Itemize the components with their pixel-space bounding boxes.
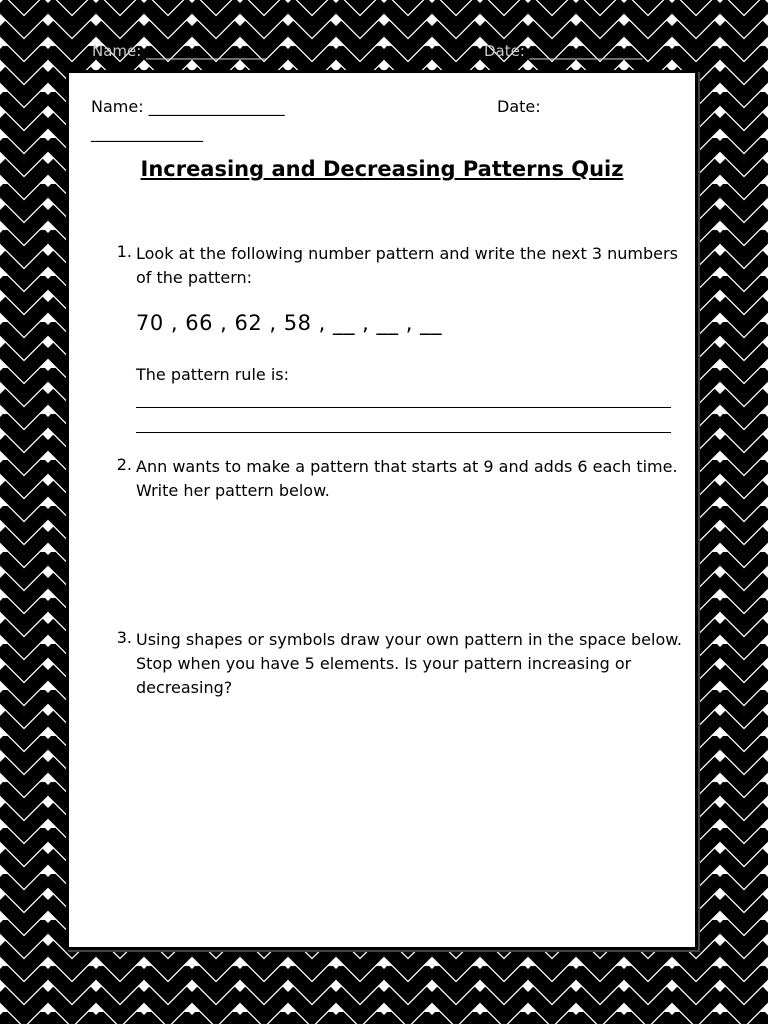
quiz-sheet (66, 70, 698, 950)
quiz-title: Increasing and Decreasing Patterns Quiz (140, 157, 624, 181)
answer-line[interactable] (136, 432, 671, 433)
question-1-rule-label: The pattern rule is: (136, 365, 289, 384)
faint-name-label: Name: ________________ (92, 42, 267, 60)
date-blank-line: ______________ (91, 123, 203, 142)
question-3-text: Using shapes or symbols draw your own pattern in the space below. Stop when you have 5 elements. Is your pattern increasing or decreasing? (136, 630, 682, 697)
faint-date-label: Date: _______________ (484, 42, 643, 60)
date-field-label: Date: (497, 97, 541, 116)
answer-line[interactable] (136, 407, 671, 408)
faint-background-header (0, 38, 768, 64)
question-1-number-sequence: 70 , 66 , 62 , 58 , __ , __ , __ (136, 311, 443, 335)
question-3-number: 3. (116, 628, 132, 647)
question-1-text: Look at the following number pattern and write the next 3 numbers of the pattern: (136, 244, 678, 287)
question-1-number: 1. (116, 242, 132, 261)
question-2-number: 2. (116, 455, 132, 474)
question-2-text: Ann wants to make a pattern that starts at 9 and adds 6 each time. Write her pattern below. (136, 457, 678, 500)
name-field-label: Name: _________________ (91, 97, 285, 116)
